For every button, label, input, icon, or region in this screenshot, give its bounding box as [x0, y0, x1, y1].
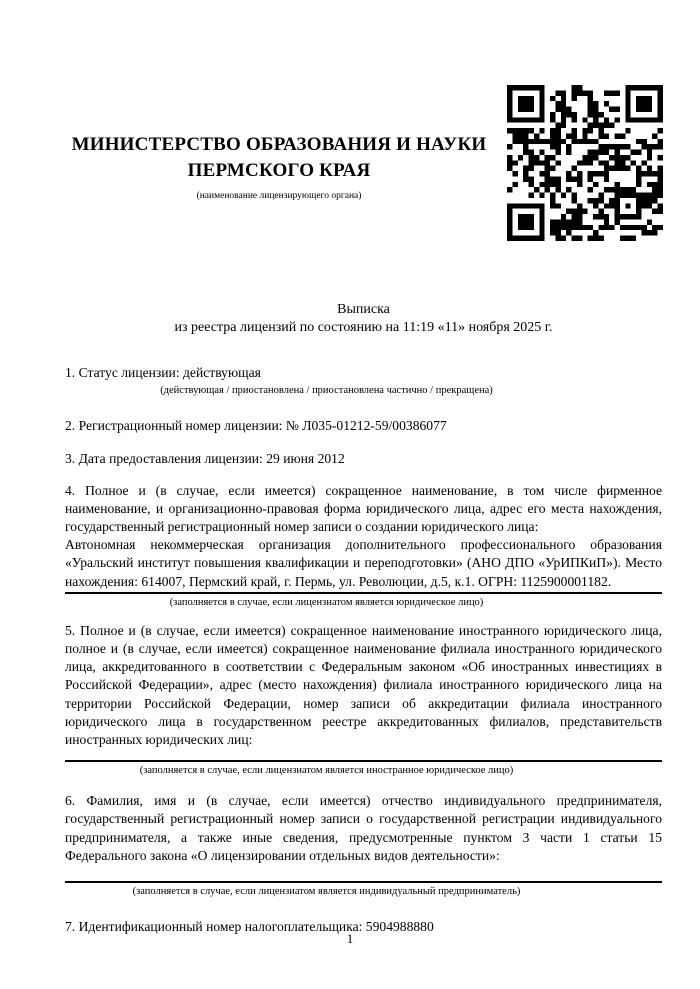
individual-entrepreneur-field-line: [65, 881, 662, 883]
license-grant-date-text: 3. Дата предоставления лицензии: 29 июня 2012: [65, 451, 345, 467]
document-content: [65, 0, 662, 936]
foreign-entity-question: 5. Полное и (в случае, если имеется) сокращенное наименование иностранного юридического лица, полное и (в случае, если имеется) сокращенное наименование филиала иностранного юридического лица, аккредитованного в соответствии с Федеральным законом «Об иностранных инвестициях в Российской Федерации», адрес (место нахождения) филиала иностранного юридического лица на территории Российской Федерации, номер записи об аккредитации филиала иностранного юридического лица в государственном реестре аккредитованных филиалов, представительств иностранных юридических лиц:: [65, 622, 662, 748]
section-legal-entity: [65, 482, 662, 609]
legal-entity-question: 4. Полное и (в случае, если имеется) сокращенное наименование, в том числе фирменное наименование, и организационно-правовая форма юридического лица, адрес его места нахождения, государственный регистрационный номер записи о создании юридического лица:: [65, 482, 662, 535]
section-license-status: [65, 364, 662, 397]
document-title: [65, 301, 662, 336]
registration-number-text: 2. Регистрационный номер лицензии: № Л035-01212-59/00386077: [65, 418, 447, 434]
section-license-grant-date: [65, 450, 662, 468]
individual-entrepreneur-question: 6. Фамилия, имя и (в случае, если имеется) отчество индивидуального предпринимателя, государственный регистрационный номер записи о государственной регистрации индивидуального предпринимателя, а также иные сведения, предусмотренные пунктом 3 части 1 статьи 15 Федерального закона «О лицензировании отдельных видов деятельности»:: [65, 793, 662, 863]
issuing-authority-caption: (наименование лицензирующего органа): [196, 191, 362, 201]
foreign-entity-caption: (заполняется в случае, если лицензиатом является иностранное юридическое лицо): [139, 765, 514, 777]
issuing-authority-line2: ПЕРМСКОГО КРАЯ: [187, 160, 371, 181]
document-title-line2: из реестра лицензий по состоянию на 11:19 «11» ноября 2025 г.: [174, 319, 553, 335]
document-title-line1: Выписка: [337, 302, 390, 317]
issuing-authority-name: [65, 132, 493, 184]
issuing-authority-line1: МИНИСТЕРСТВО ОБРАЗОВАНИЯ И НАУКИ: [71, 134, 487, 155]
legal-entity-caption: (заполняется в случае, если лицензиатом является юридическое лицо): [169, 596, 484, 608]
legal-entity-value: Автономная некоммерческая организация дополнительного профессионального образования «Уральский институт повышения квалификации и переподготовки» (АНО ДПО «УрИПКиП»). Место нахождения: 614007, Пермский край, г. Пермь, ул. Революции, д.5, к.1. ОГРН: 1125900001182.: [65, 537, 662, 589]
section-registration-number: [65, 417, 662, 435]
page-number: 1: [346, 931, 354, 946]
license-status-options-caption: (действующая / приостановлена / приостановлена частично / прекращена): [160, 385, 493, 397]
section-individual-entrepreneur: [65, 792, 662, 898]
taxpayer-number-text: 7. Идентификационный номер налогоплательщика: 5904988880: [65, 919, 434, 935]
foreign-entity-field-line: [65, 760, 662, 762]
document-header: [65, 132, 493, 201]
license-status-text: 1. Статус лицензии: действующая: [65, 365, 261, 380]
legal-entity-field-line: [65, 592, 662, 594]
individual-entrepreneur-caption: (заполняется в случае, если лицензиатом является индивидуальный предприниматель): [132, 886, 521, 898]
section-foreign-entity: [65, 622, 662, 777]
